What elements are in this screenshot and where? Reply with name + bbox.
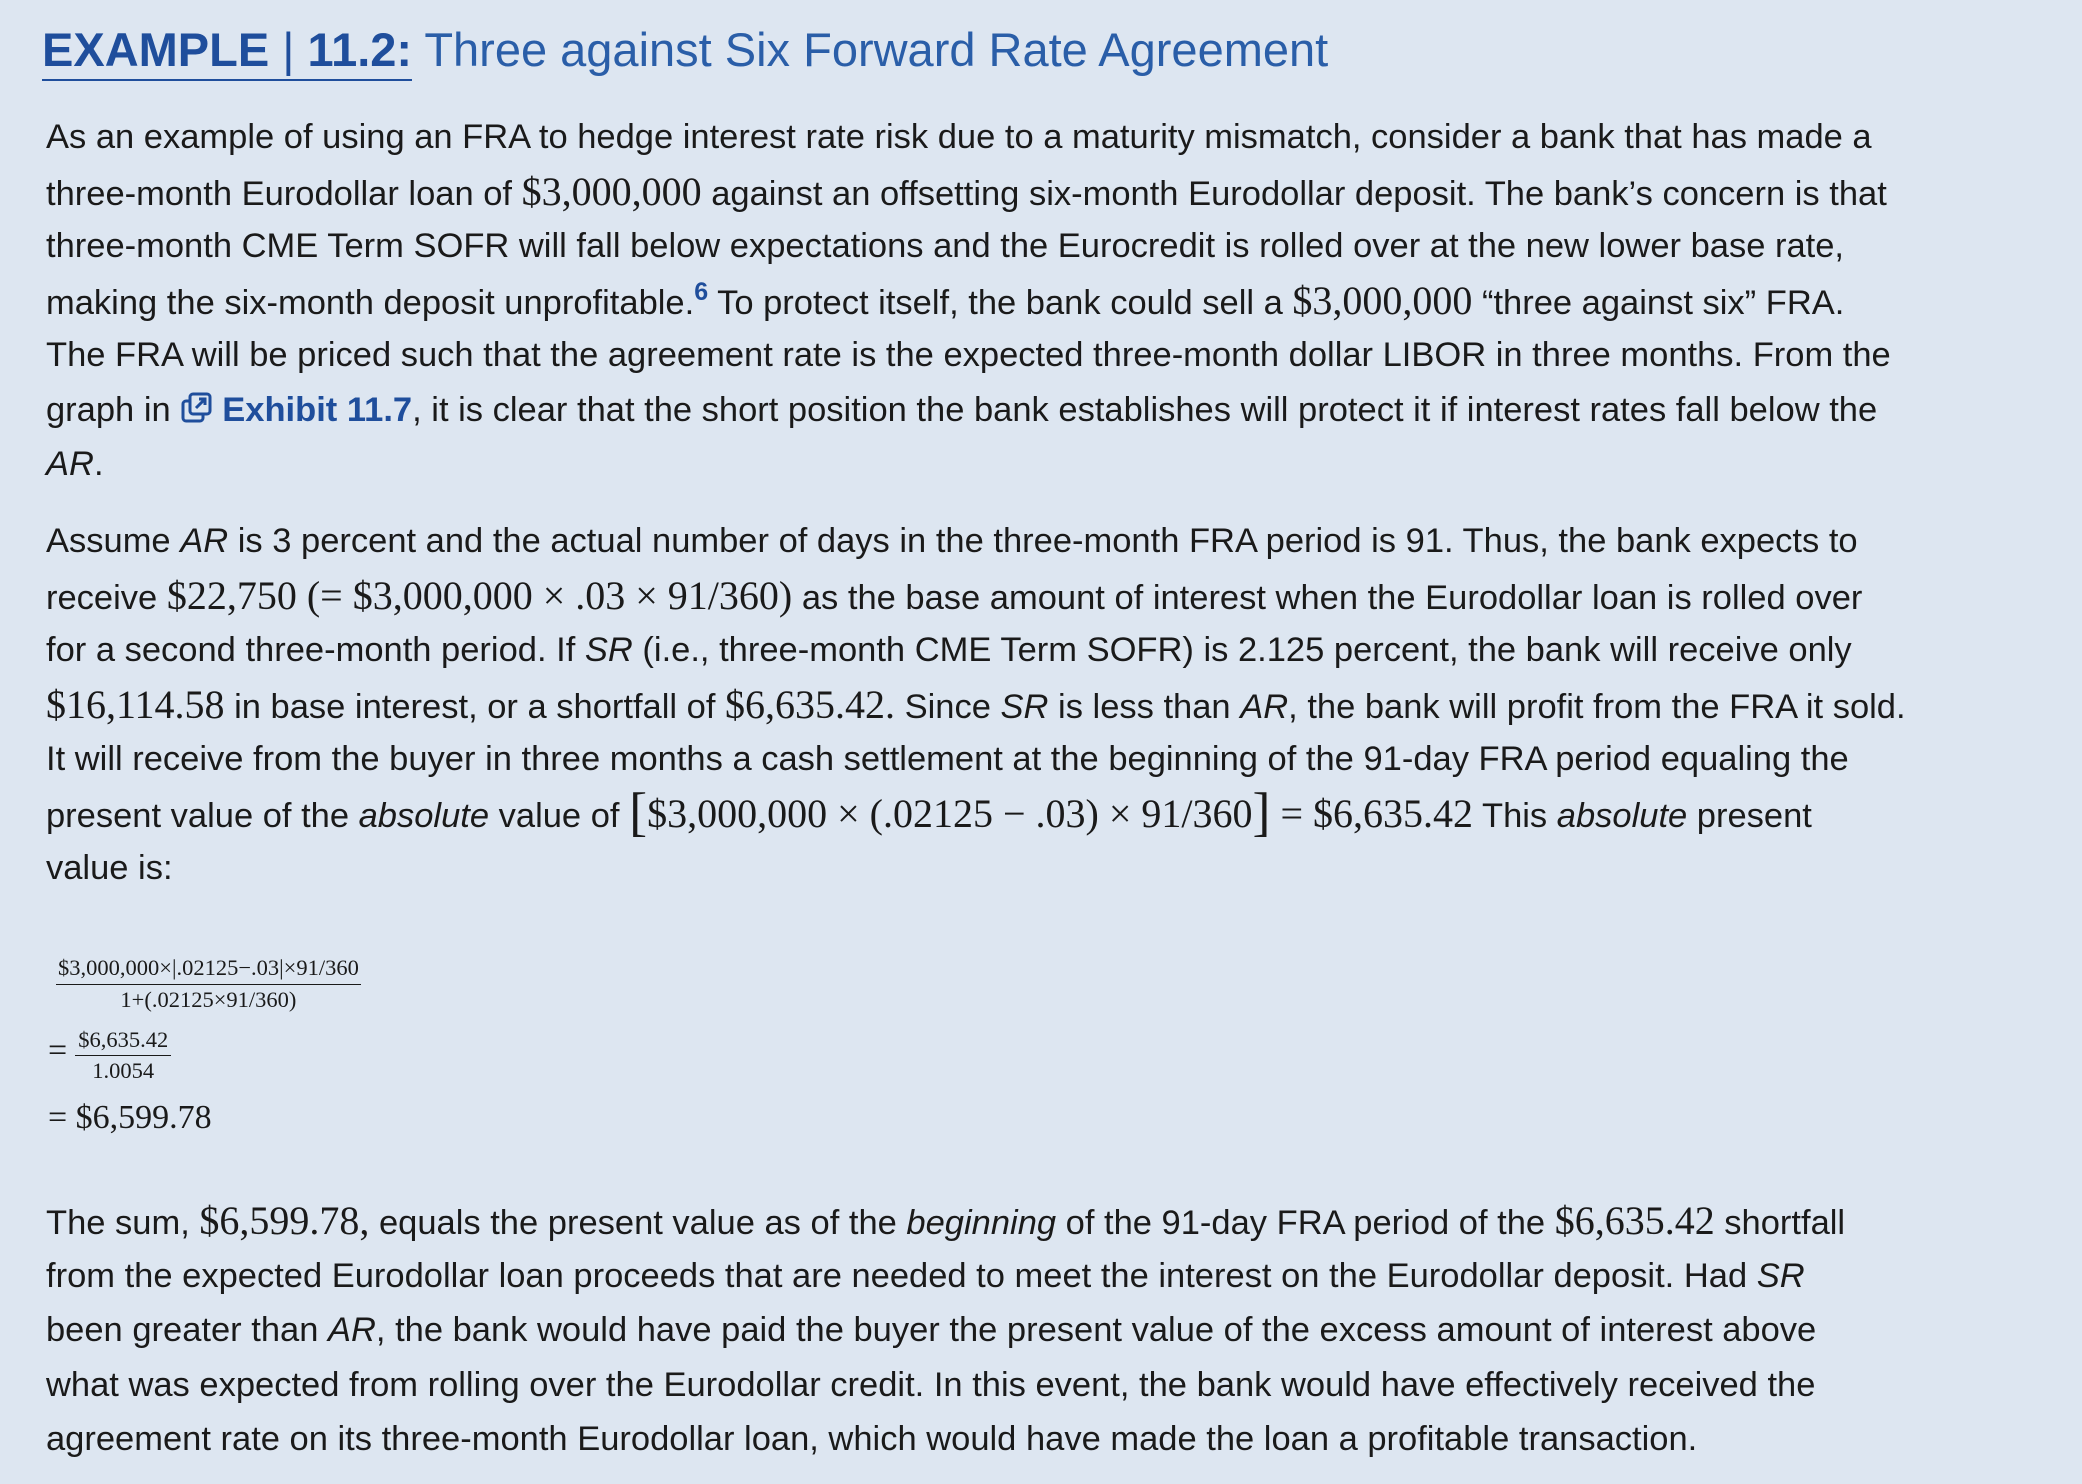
footnote-marker[interactable]: 6	[694, 277, 709, 306]
page: EXAMPLE | 11.2: Three against Six Forward Rate Agreement As an example of using an FRA to hedge interest rate risk due to a maturity mismatch, consider a bank that has made a three-month Eurodollar loan of $3,000,000 against an offsetting six-month Eurodollar deposit. The bank’s concern is that three-month CME Term SOFR will fall below expectations and the Eurocredit is rolled over at the new lower base rate, making the six-month deposit unprofitable.$^6$ To protect itself, the bank could sell a $3,000,000 “three against six” FRA. The FRA will be priced such that the agreement rate is the expected three-month dollar LIBOR in three months. From the graph in Exhibit 11.7, it is clear that the short position the bank establishes will protect it if interest rates fall below the AR. Assume AR is 3 percent and the actual number of days in the three-month FRA period is 91. Thus, the bank expects to receive $22,750 (= $3,000,000 × .03 × 91/360) as the base amount of interest when the Eurodollar loan is rolled over for a second three-month period. If SR (i.e., three-month CME Term SOFR) is 2.125 percent, the bank will receive only $16,114.58 in base interest, or a shortfall of $6,635.42. Since SR is less than AR, the bank will profit from the FRA it sold. It will receive from the buyer in three months a cash settlement at the beginning of the 91-day FRA period equaling the present value of the absolute value of [$3,000,000 × (.02125 − .03) × 91/360] = $6,635.42 This absolute present value is: $\frac{\$3,000,000\times|.02125-.03|\times 91/360}{1+(.02125\times 91/360)}$ = $\frac{\$6,635.42}{1.0054}$ = $6,599.78 The sum, $6,599.78, equals the present value as of the beginning of the 91-day FRA period of the $6,635.42 shortfall from the expected Eurodollar loan proceeds that are needed to meet the interest on the Eurodollar deposit. Had SR been greater than AR, the bank would have paid the buyer the present value of the excess amount of interest above what was expected from rolling over the Eurodollar credit. In this event, the bank would have effectively received the agreement rate on its three-month Eurodollar loan, which would have made the loan a profitable transaction.	[0, 0, 2082, 1484]
external-link-icon	[180, 392, 212, 424]
inline-math: $22,750 (= $3,000,000 × .03 × 91/360)	[166, 572, 793, 618]
fraction-main: $\frac{\$3,000,000\times|.02125-.03|\times 91/360}{1+(.02125\times 91/360)}$	[58, 955, 359, 1012]
exhibit-link[interactable]: Exhibit 11.7	[180, 391, 412, 429]
paragraph-intro: As an example of using an FRA to hedge interest rate risk due to a maturity mismatch, consider a bank that has made a three-month Eurodollar loan of $3,000,000 against an offsetting six-month Eurodollar deposit. The bank’s concern is that three-month CME Term SOFR will fall below expectations and the Eurocredit is rolled over at the new lower base rate, making the six-month deposit unprofitable.$^6$ To protect itself, the bank could sell a $3,000,000 “three against six” FRA. The FRA will be priced such that the agreement rate is the expected three-month dollar LIBOR in three months. From the graph in Exhibit 11.7, it is clear that the short position the bank establishes will protect it if interest rates fall below the AR.	[46, 118, 1891, 483]
example-heading: Three against Six Forward Rate Agreement	[424, 23, 1329, 76]
equation-result: = $6,599.78	[48, 1099, 212, 1136]
paragraph-assumptions: Assume AR is 3 percent and the actual number of days in the three-month FRA period is 91. Thus, the bank expects to receive $22,750 (= $3,000,000 × .03 × 91/360) as the base amount of interest when the Eurodollar loan is rolled over for a second three-month period. If SR (i.e., three-month CME Term SOFR) is 2.125 percent, the bank will receive only $16,114.58 in base interest, or a shortfall of $6,635.42. Since SR is less than AR, the bank will profit from the FRA it sold. It will receive from the buyer in three months a cash settlement at the beginning of the 91-day FRA period equaling the present value of the absolute value of [$3,000,000 × (.02125 − .03) × 91/360] = $6,635.42 This absolute present value is:	[46, 522, 1906, 887]
example-title	[42, 18, 1328, 82]
fraction-simplified: $\frac{\$6,635.42}{1.0054}$	[75, 1027, 171, 1084]
inline-math: $3,000,000 × (.02125 − .03) × 91/360	[647, 790, 1253, 836]
example-label: EXAMPLE | 11.2:	[42, 21, 412, 81]
paragraph-conclusion: The sum, $6,599.78, equals the present value as of the beginning of the 91-day FRA period of the $6,635.42 shortfall from the expected Eurodollar loan proceeds that are needed to meet the interest on the Eurodollar deposit. Had SR been greater than AR, the bank would have paid the buyer the present value of the excess amount of interest above what was expected from rolling over the Eurodollar credit. In this event, the bank would have effectively received the agreement rate on its three-month Eurodollar loan, which would have made the loan a profitable transaction.	[46, 1198, 1846, 1458]
